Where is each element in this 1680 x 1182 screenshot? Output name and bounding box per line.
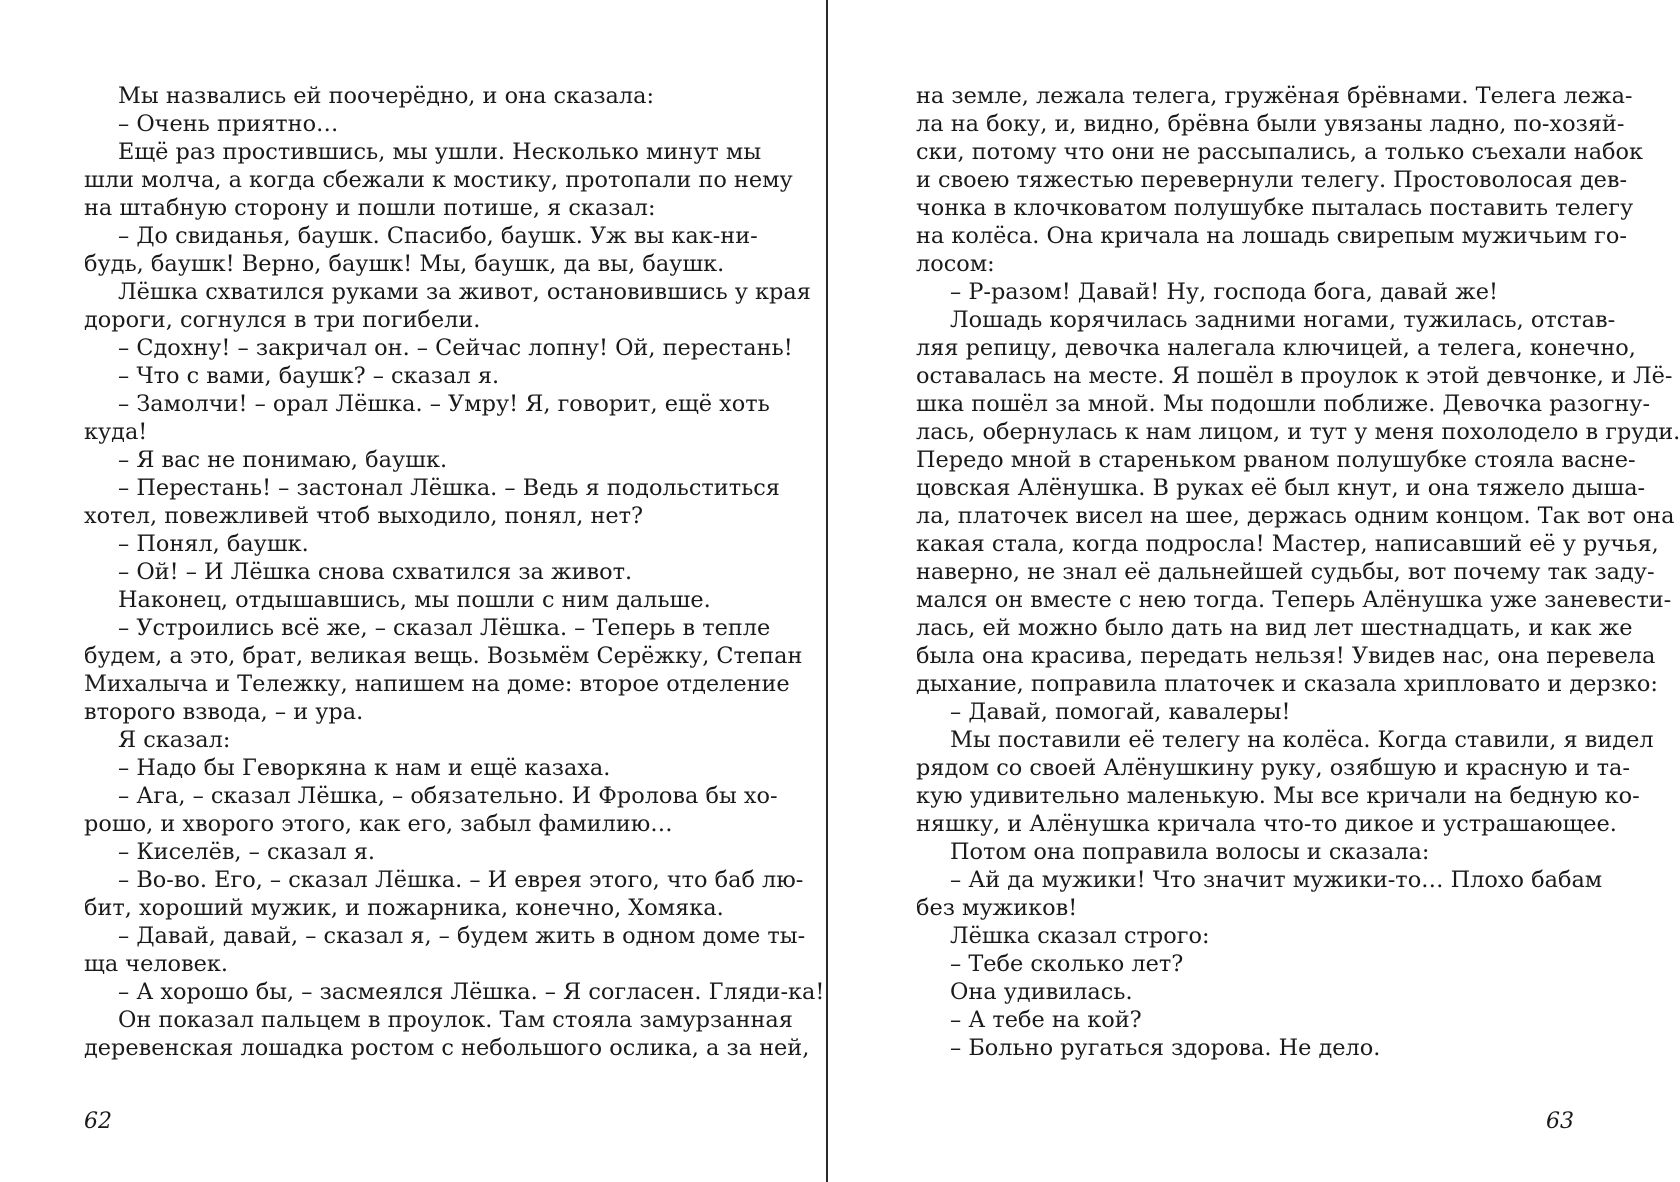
text-line: ла на боку, и, видно, брёвна были увязаны ладно, по-хозяй- [916,111,1625,137]
text-line: кую удивительно маленькую. Мы все кричали на бедную ко- [916,783,1640,809]
text-line: хотел, повежливей чтоб выходило, понял, нет? [84,503,644,529]
text-line: – Ай да мужики! Что значит мужики-то… Плохо бабам [950,867,1603,893]
text-line: наверно, не знал её дальнейшей судьбы, вот почему так заду- [916,559,1655,585]
text-line: – Ага, – сказал Лёшка, – обязательно. И Фролова бы хо- [118,783,778,809]
text-line: ла, платочек висел на шее, держась одним концом. Так вот она [916,503,1675,529]
text-line: Лёшка схватился руками за живот, остановившись у края [118,279,811,305]
text-line: бит, хороший мужик, и пожарника, конечно, Хомяка. [84,895,724,921]
text-line: – Ой! – И Лёшка снова схватился за живот. [118,559,633,585]
text-line: будем, а это, брат, великая вещь. Возьмём Серёжку, Степан [84,643,803,669]
text-line: – Я вас не понимаю, баушк. [118,447,448,473]
text-line: на штабную сторону и пошли потише, я сказал: [84,195,656,221]
text-line: – Давай, помогай, кавалеры! [950,699,1291,725]
text-line: шка пошёл за мной. Мы подошли поближе. Девочка разогну- [916,391,1651,417]
text-line: – До свиданья, баушк. Спасибо, баушк. Уж вы как-ни- [118,223,758,249]
page-number-left: 62 [84,1109,112,1134]
text-line: шли молча, а когда сбежали к мостику, протопали по нему [84,167,793,193]
text-line: на колёса. Она кричала на лошадь свирепым мужичьим го- [916,223,1627,249]
text-line: была она красива, передать нельзя! Увидев нас, она перевела [916,643,1656,669]
text-line: деревенская лошадка ростом с небольшого ослика, а за ней, [84,1035,810,1061]
text-line: Мы поставили её телегу на колёса. Когда ставили, я видел [950,727,1654,753]
text-line: – Что с вами, баушк? – сказал я. [118,363,500,389]
text-line: и своею тяжестью перевернули телегу. Простоволосая дев- [916,167,1628,193]
text-line: без мужиков! [916,895,1078,921]
text-line: цовская Алёнушка. В руках её был кнут, и она тяжело дыша- [916,475,1646,501]
text-line: мался он вместе с нею тогда. Теперь Алёнушка уже заневести- [916,587,1672,613]
text-line: Лёшка сказал строго: [950,923,1210,949]
text-line: будь, баушк! Верно, баушк! Мы, баушк, да вы, баушк. [84,251,725,277]
left-page-text [84,82,825,1062]
text-line: – Очень приятно… [118,111,339,137]
text-line: на земле, лежала телега, гружёная брёвнами. Телега лежа- [916,83,1633,109]
text-line: – Понял, баушк. [118,531,309,557]
right-page-text [916,82,1680,1062]
text-line: – Тебе сколько лет? [950,951,1184,977]
text-line: – Сдохну! – закричал он. – Сейчас лопну! Ой, перестань! [118,335,793,361]
text-line: Потом она поправила волосы и сказала: [950,839,1430,865]
text-line: – Замолчи! – орал Лёшка. – Умру! Я, говорит, ещё хоть [118,391,770,417]
text-line: рядом со своей Алёнушкину руку, озябшую и красную и та- [916,755,1630,781]
book-gutter [826,0,828,1182]
text-line: рошо, и хворого этого, как его, забыл фамилию… [84,811,673,837]
text-line: – Киселёв, – сказал я. [118,839,376,865]
text-line: Передо мной в стареньком рваном полушубке стояла васне- [916,447,1636,473]
text-line: – Больно ругаться здорова. Не дело. [950,1035,1381,1061]
text-line: дороги, согнулся в три погибели. [84,307,481,333]
text-line: Наконец, отдышавшись, мы пошли с ним дальше. [118,587,711,613]
text-line: лосом: [916,251,995,277]
text-line: – Надо бы Геворкяна к нам и ещё казаха. [118,755,611,781]
text-line: – Устроились всё же, – сказал Лёшка. – Теперь в тепле [118,615,771,641]
text-line: какая стала, когда подросла! Мастер, написавший её у ручья, [916,531,1659,557]
text-line: дыхание, поправила платочек и сказала хрипловато и дерзко: [916,671,1658,697]
text-line: – Перестань! – застонал Лёшка. – Ведь я подольститься [118,475,780,501]
text-line: Она удивилась. [950,979,1133,1005]
text-line: лась, ей можно было дать на вид лет шестнадцать, и как же [916,615,1633,641]
text-line: – Во-во. Его, – сказал Лёшка. – И еврея этого, что баб лю- [118,867,804,893]
text-line: Михалыча и Тележку, напишем на доме: второе отделение [84,671,790,697]
page-number-right: 63 [1546,1109,1574,1134]
text-line: чонка в клочковатом полушубке пыталась поставить телегу [916,195,1634,221]
text-line: Он показал пальцем в проулок. Там стояла замурзанная [118,1007,793,1033]
text-line: ляя репицу, девочка налегала ключицей, а телега, конечно, [916,335,1636,361]
text-line: Я сказал: [118,727,231,753]
text-line: Мы назвались ей поочерёдно, и она сказала: [118,83,655,109]
text-line: ща человек. [84,951,229,977]
text-line: куда! [84,419,148,445]
text-line: второго взвода, – и ура. [84,699,364,725]
text-line: лась, обернулась к нам лицом, и тут у меня похолодело в груди. [916,419,1680,445]
text-line: – А хорошо бы, – засмеялся Лёшка. – Я согласен. Гляди-ка! [118,979,825,1005]
text-line: Лошадь корячилась задними ногами, тужилась, отстав- [950,307,1616,333]
text-line: Ещё раз простившись, мы ушли. Несколько минут мы [118,139,762,165]
text-line: – Р-разом! Давай! Ну, господа бога, давай же! [950,279,1498,305]
text-line: няшку, и Алёнушка кричала что-то дикое и устрашающее. [916,811,1617,837]
text-line: – А тебе на кой? [950,1007,1142,1033]
text-line: ски, потому что они не рассыпались, а только съехали набок [916,139,1644,165]
text-line: оставалась на месте. Я пошёл в проулок к этой девчонке, и Лё- [916,363,1673,389]
text-line: – Давай, давай, – сказал я, – будем жить в одном доме ты- [118,923,806,949]
